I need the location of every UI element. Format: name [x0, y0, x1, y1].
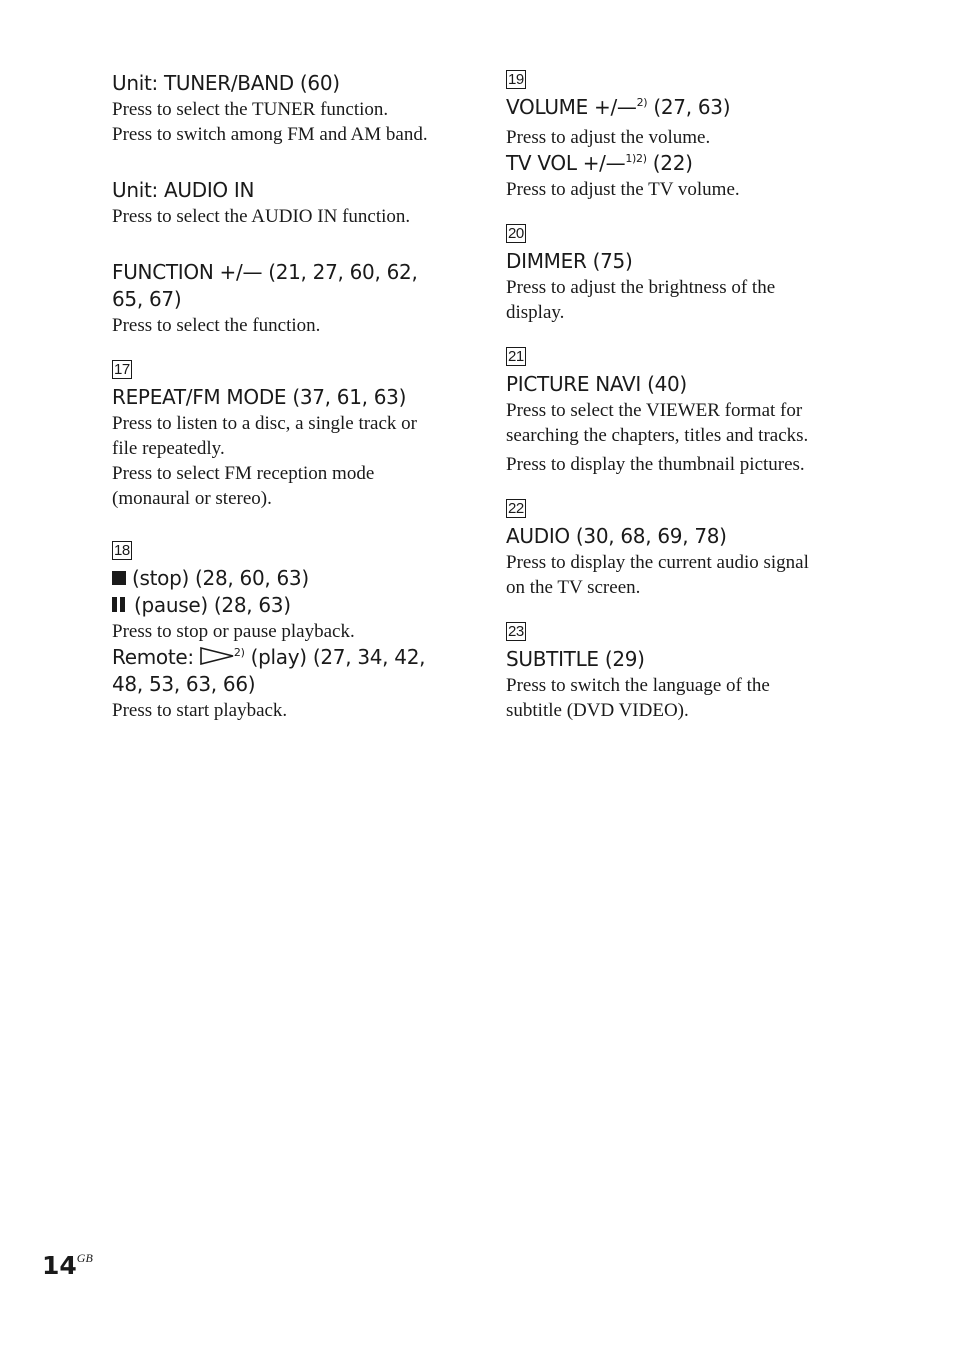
section-22: [506, 499, 856, 600]
tv-vol-desc: Press to adjust the TV volume.: [506, 179, 740, 200]
pause-heading-text: (pause) (28, 63): [134, 593, 291, 617]
picture-navi-desc-3: Press to display the thumbnail pictures.: [506, 454, 805, 475]
volume-desc: Press to adjust the volume.: [506, 127, 711, 148]
dimmer-desc-2: display.: [506, 302, 565, 323]
tv-vol-heading-text: TV VOL +/—: [506, 151, 626, 175]
remote-label: Remote:: [112, 645, 194, 669]
section-18: [112, 541, 472, 723]
remote-play-heading: [112, 644, 472, 671]
item-number-22: 22: [508, 500, 524, 517]
repeat-desc-3: Press to select FM reception mode: [112, 463, 375, 484]
section-19: [506, 70, 856, 202]
subtitle-heading: SUBTITLE (29): [506, 647, 645, 671]
item-number-21: 21: [508, 348, 524, 365]
subtitle-desc-1: Press to switch the language of the: [506, 675, 770, 696]
item-number-18: 18: [114, 542, 130, 559]
stop-heading-text: (stop) (28, 60, 63): [132, 566, 309, 590]
stop-pause-desc: Press to stop or pause playback.: [112, 621, 355, 642]
stop-heading: [112, 565, 472, 592]
item-number-17: 17: [114, 361, 130, 378]
subtitle-desc-2: subtitle (DVD VIDEO).: [506, 700, 689, 721]
item-number-23: 23: [508, 623, 524, 640]
section-23: [506, 622, 856, 723]
item-number-19: 19: [508, 71, 524, 88]
picture-navi-desc-1: Press to select the VIEWER format for: [506, 400, 803, 421]
page-number: [42, 1246, 93, 1286]
section-audio-in: [112, 177, 472, 229]
volume-heading: [506, 94, 856, 121]
function-heading-2: 65, 67): [112, 287, 182, 311]
section-21: [506, 347, 856, 477]
audio-in-heading: Unit: AUDIO IN: [112, 178, 255, 202]
page-suffix: GB: [76, 1251, 93, 1265]
remote-play-heading-2: 48, 53, 63, 66): [112, 672, 256, 696]
pause-heading: [112, 592, 472, 619]
pause-bars-icon: [112, 592, 128, 619]
remote-refs: (play) (27, 34, 42,: [250, 645, 426, 669]
audio-desc-2: on the TV screen.: [506, 577, 641, 598]
section-tuner-band: [112, 70, 472, 147]
volume-heading-text: VOLUME +/—: [506, 95, 637, 119]
section-20: [506, 224, 856, 325]
picture-navi-desc-2: searching the chapters, titles and tracks.: [506, 425, 809, 446]
section-function: [112, 259, 472, 338]
repeat-desc-2: file repeatedly.: [112, 438, 225, 459]
function-heading-1: FUNCTION +/— (21, 27, 60, 62,: [112, 260, 418, 284]
tuner-band-heading: Unit: TUNER/BAND (60): [112, 71, 340, 95]
remote-sup: 2): [233, 646, 245, 659]
stop-square-icon: [112, 571, 126, 585]
tuner-desc-1: Press to select the TUNER function.: [112, 99, 389, 120]
play-desc: Press to start playback.: [112, 700, 288, 721]
dimmer-heading: DIMMER (75): [506, 249, 633, 273]
tv-vol-heading: [506, 150, 856, 177]
tuner-desc-2: Press to switch among FM and AM band.: [112, 124, 428, 145]
audio-heading: AUDIO (30, 68, 69, 78): [506, 524, 727, 548]
repeat-desc-4: (monaural or stereo).: [112, 488, 272, 509]
section-17: [112, 360, 472, 511]
audio-in-desc: Press to select the AUDIO IN function.: [112, 206, 411, 227]
picture-navi-heading: PICTURE NAVI (40): [506, 372, 687, 396]
item-number-20: 20: [508, 225, 524, 242]
right-column: [506, 70, 856, 744]
repeat-desc-1: Press to listen to a disc, a single track or: [112, 413, 417, 434]
volume-refs: (27, 63): [653, 95, 731, 119]
repeat-fm-heading: REPEAT/FM MODE (37, 61, 63): [112, 385, 407, 409]
tv-vol-refs: (22): [652, 151, 693, 175]
play-triangle-icon: [200, 647, 234, 665]
function-desc: Press to select the function.: [112, 315, 321, 336]
volume-sup: 2): [636, 96, 648, 109]
tv-vol-sup: 1)2): [625, 152, 647, 165]
audio-desc-1: Press to display the current audio signal: [506, 552, 809, 573]
page-number-value: 14: [42, 1251, 77, 1280]
left-column: [112, 70, 472, 744]
dimmer-desc-1: Press to adjust the brightness of the: [506, 277, 776, 298]
